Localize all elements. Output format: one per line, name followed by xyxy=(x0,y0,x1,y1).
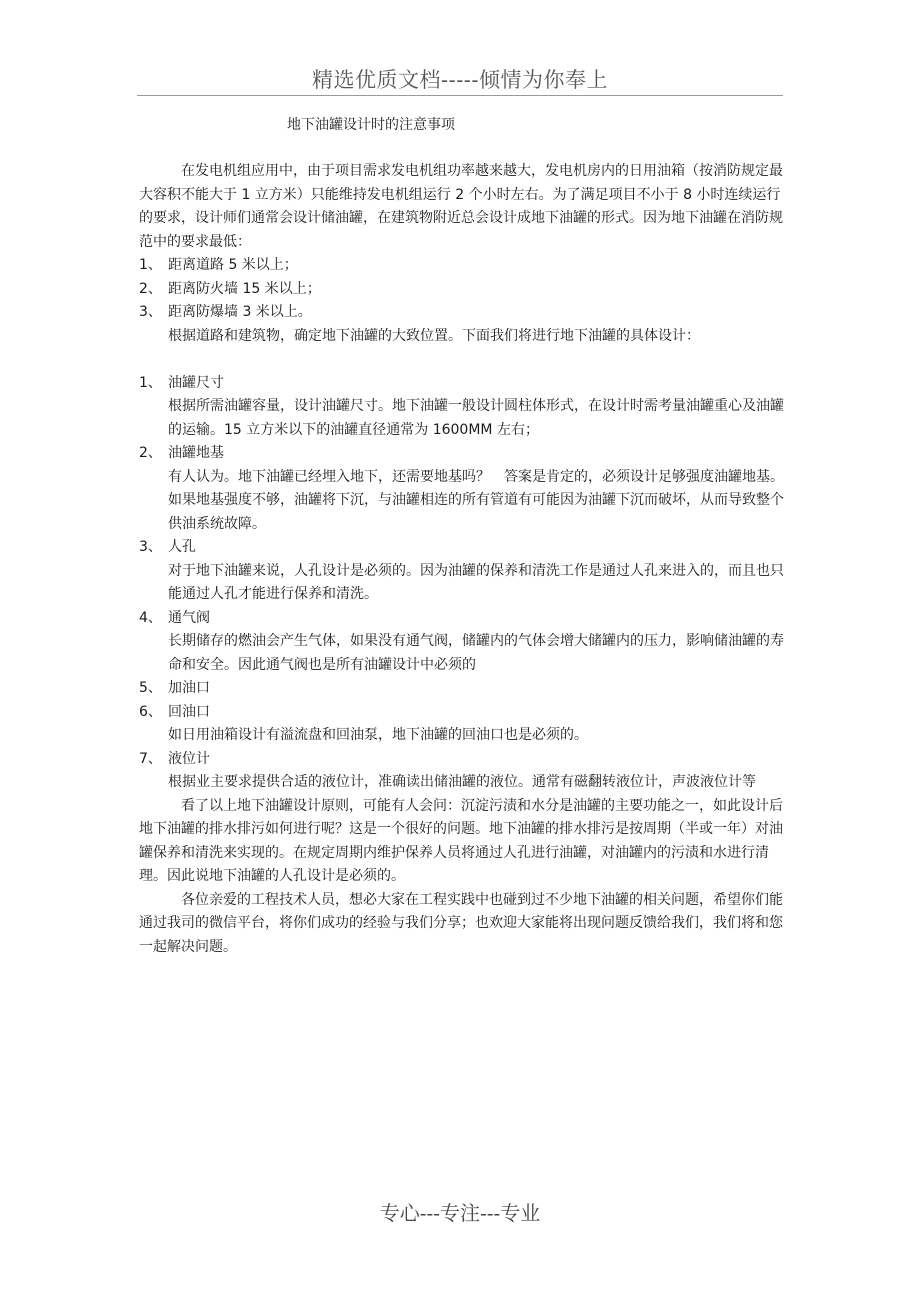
design-item-title: 液位计 xyxy=(168,750,210,767)
design-item-heading xyxy=(139,677,784,701)
design-item-number: 1、 xyxy=(139,374,162,391)
intro-paragraph: 在发电机组应用中，由于项目需求发电机组功率越来越大，发电机房内的日用油箱（按消防规定最大容积不能大于 1 立方米）只能维持发电机组运行 2 个小时左右。为了满足项目不小于 8 小时连续运行的要求，设计师们通常会设计储油罐，在建筑物附近总会设计成地下油罐的形式。因为地下油罐在消防规范中的要求最低： xyxy=(139,163,783,250)
page-footer: 专心---专注---专业 xyxy=(379,1201,541,1225)
design-item-title: 人孔 xyxy=(168,539,196,555)
conclusion-paragraph: 看了以上地下油罐设计原则，可能有人会问：沉淀污渍和水分是油罐的主要功能之一，如此设计后地下油罐的排水排污如何进行呢？这是一个很好的问题。地下油罐的排水排污是按周期（半或一年）对油罐保养和清洗来实现的。在规定周期内维护保养人员将通过人孔进行油罐，对油罐内的污渍和水进行清理。因此说地下油罐的人孔设计是必须的。 xyxy=(139,797,783,884)
design-item-number: 6、 xyxy=(139,703,162,720)
design-item-number: 3、 xyxy=(139,539,162,555)
design-item-title: 加油口 xyxy=(168,680,210,696)
requirement-item xyxy=(139,278,784,302)
design-item-title: 通气阀 xyxy=(168,609,210,626)
design-item-heading xyxy=(139,748,784,772)
design-item-body: 对于地下油罐来说，人孔设计是必须的。因为油罐的保养和清洗工作是通过人孔来进入的，而且也只能通过人孔才能进行保养和清洗。 xyxy=(168,562,784,602)
requirement-text: 距离道路 5 米以上； xyxy=(168,257,298,273)
design-item-title: 油罐尺寸 xyxy=(168,374,224,391)
requirement-text: 距离防火墙 15 米以上； xyxy=(168,280,321,297)
requirement-item xyxy=(139,301,784,325)
requirement-number: 2、 xyxy=(139,280,162,297)
design-item-heading xyxy=(139,536,784,560)
design-item-heading xyxy=(139,701,784,725)
page-header: 精选优质文档-----倾情为你奉上 xyxy=(312,68,608,92)
closing-paragraph: 各位亲爱的工程技术人员，想必大家在工程实践中也碰到过不少地下油罐的相关问题，希望你们能通过我司的微信平台，将你们成功的经验与我们分享；也欢迎大家能将出现问题反馈给我们，我们将和您一起解决问题。 xyxy=(139,891,783,955)
design-item-heading xyxy=(139,607,784,631)
design-item-number: 7、 xyxy=(139,750,162,767)
location-note: 根据道路和建筑物，确定地下油罐的大致位置。下面我们将进行地下油罐的具体设计： xyxy=(168,327,700,344)
requirement-number: 1、 xyxy=(139,257,162,273)
requirement-number: 3、 xyxy=(139,304,162,320)
design-item-number: 2、 xyxy=(139,445,162,461)
spacer xyxy=(139,348,784,372)
design-item-body: 有人认为。地下油罐已经埋入地下，还需要地基吗？ 答案是肯定的，必须设计足够强度油罐地基。如果地基强度不够，油罐将下沉，与油罐相连的所有管道有可能因为油罐下沉而破坏，从而导致整个供油系统故障。 xyxy=(168,468,784,532)
requirement-item xyxy=(139,254,784,278)
design-item-heading xyxy=(139,442,784,466)
design-item-title: 回油口 xyxy=(168,703,210,720)
design-item-number: 4、 xyxy=(139,609,162,626)
design-item-title: 油罐地基 xyxy=(168,445,224,461)
design-item-body: 根据业主要求提供合适的液位计，准确读出储油罐的液位。通常有磁翻转液位计，声波液位计等 xyxy=(168,774,756,790)
design-item-heading xyxy=(139,372,784,396)
design-item-body: 如日用油箱设计有溢流盘和回油泵，地下油罐的回油口也是必须的。 xyxy=(168,727,588,743)
design-item-body: 长期储存的燃油会产生气体，如果没有通气阀，储罐内的气体会增大储罐内的压力，影响储油罐的寿命和安全。因此通气阀也是所有油罐设计中必须的 xyxy=(168,633,784,673)
requirement-text: 距离防爆墙 3 米以上。 xyxy=(168,304,312,320)
header-divider xyxy=(137,95,783,96)
design-item-body: 根据所需油罐容量，设计油罐尺寸。地下油罐一般设计圆柱体形式，在设计时需考量油罐重心及油罐的运输。15 立方米以下的油罐直径通常为 1600MM 左右； xyxy=(168,398,784,438)
design-item-number: 5、 xyxy=(139,680,162,696)
document-title: 地下油罐设计时的注意事项 xyxy=(287,117,455,133)
document-body xyxy=(139,160,784,959)
